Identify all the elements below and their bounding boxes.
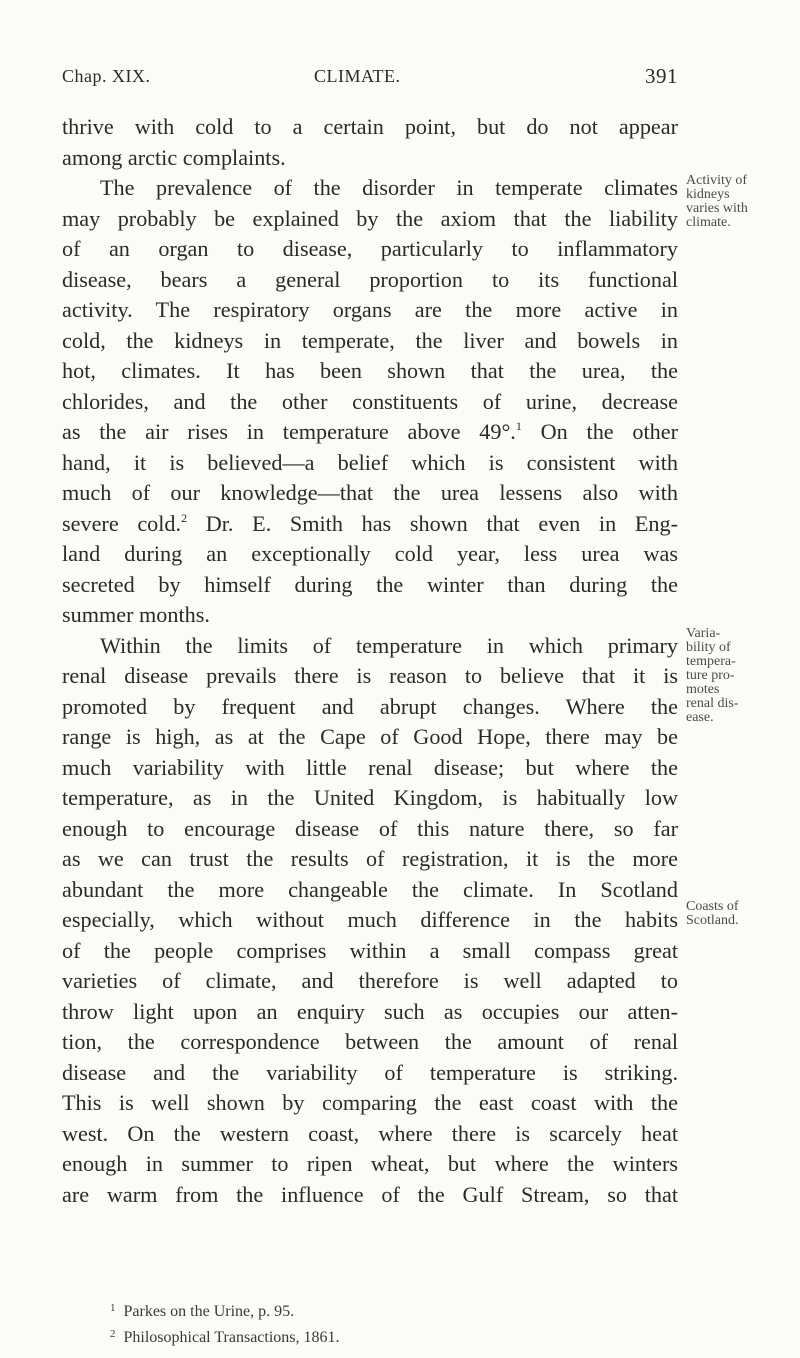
text-line: renal disease prevails there is reason to believe that it is bbox=[62, 663, 678, 688]
running-title: CLIMATE. bbox=[314, 66, 401, 86]
text-line: especially, which without much difference in the habits bbox=[62, 907, 678, 932]
text-line: land during an exceptionally cold year, less urea was bbox=[62, 541, 678, 566]
text-line: disease, bears a general proportion to its functional bbox=[62, 266, 678, 292]
text-line: temperature, as in the United Kingdom, is habitually low bbox=[62, 785, 678, 810]
text-line: of an organ to disease, particularly to inflammatory bbox=[62, 236, 678, 261]
text-line: hot, climates. It has been shown that the urea, the bbox=[62, 358, 678, 383]
text-line: chlorides, and the other constituents of urine, decrease bbox=[62, 388, 678, 414]
page-number: 391 bbox=[645, 64, 678, 88]
text-line: cold, the kidneys in temperate, the liver and bowels in bbox=[62, 327, 678, 353]
text-segment: as the air rises in temperature above 49°. bbox=[62, 419, 516, 444]
text-line bbox=[62, 509, 678, 540]
margin-note-line: varies with bbox=[686, 201, 748, 216]
running-header bbox=[62, 66, 678, 96]
margin-note-line: climate. bbox=[686, 215, 731, 230]
margin-note-line: Coasts of bbox=[686, 899, 739, 914]
text-line: The prevalence of the disorder in temperate climates bbox=[100, 175, 678, 200]
margin-note-line: ture pro- bbox=[686, 668, 735, 683]
text-line: are warm from the influence of the Gulf Stream, so that bbox=[62, 1181, 678, 1207]
margin-note-kidneys bbox=[686, 174, 798, 230]
footnote-mark: 1 bbox=[110, 1302, 116, 1314]
text-line: enough in summer to ripen wheat, but where the winters bbox=[62, 1151, 678, 1176]
text-line: tion, the correspondence between the amount of renal bbox=[62, 1029, 678, 1054]
margin-note-line: kidneys bbox=[686, 187, 730, 202]
text-line: secreted by himself during the winter than during the bbox=[62, 571, 678, 597]
footnote-ref: 1 bbox=[515, 419, 522, 433]
text-line: This is well shown by comparing the east coast with the bbox=[62, 1090, 678, 1115]
text-segment: Dr. E. Smith has shown that even in Eng- bbox=[187, 510, 678, 536]
text-line: among arctic complaints. bbox=[62, 144, 286, 170]
margin-note-line: bility of bbox=[686, 640, 731, 655]
text-line: as we can trust the results of registration, it is the more bbox=[62, 846, 678, 871]
margin-note-line: Scotland. bbox=[686, 913, 739, 928]
text-line: promoted by frequent and abrupt changes. Where the bbox=[62, 693, 678, 719]
footnote-text: Parkes on the Urine, p. 95. bbox=[123, 1303, 295, 1320]
text-line: abundant the more changeable the climate. In Scotland bbox=[62, 876, 678, 902]
margin-note-line: tempera- bbox=[686, 654, 736, 669]
text-line: much variability with little renal disease; but where the bbox=[62, 754, 678, 780]
text-line: activity. The respiratory organs are the more active in bbox=[62, 297, 678, 322]
footnote-mark: 2 bbox=[110, 1328, 116, 1340]
margin-note-line: Activity of bbox=[686, 173, 748, 188]
margin-note-variability bbox=[686, 627, 798, 725]
text-line: disease and the variability of temperature is striking. bbox=[62, 1059, 678, 1085]
body-text bbox=[62, 112, 678, 1210]
text-line: throw light upon an enquiry such as occupies our atten- bbox=[62, 998, 678, 1024]
text-line: west. On the western coast, where there is scarcely heat bbox=[62, 1120, 678, 1146]
footnote bbox=[110, 1297, 670, 1323]
text-line: hand, it is believed—a belief which is consistent with bbox=[62, 449, 678, 475]
margin-note-line: renal dis- bbox=[686, 696, 739, 711]
text-line: may probably be explained by the axiom that the liability bbox=[62, 205, 678, 231]
text-line: thrive with cold to a certain point, but do not appear bbox=[62, 114, 678, 139]
footnote-text: Philosophical Transactions, 1861. bbox=[123, 1329, 340, 1346]
chapter-label: Chap. XIX. bbox=[62, 66, 151, 86]
text-segment: severe cold. bbox=[62, 510, 182, 536]
text-line: Within the limits of temperature in which primary bbox=[100, 632, 678, 658]
margin-note-scotland bbox=[686, 900, 798, 928]
text-line bbox=[62, 417, 678, 448]
text-line: much of our knowledge—that the urea lessens also with bbox=[62, 480, 678, 505]
margin-note-line: ease. bbox=[686, 710, 714, 725]
text-segment: On the other bbox=[521, 419, 678, 444]
footnotes bbox=[110, 1297, 670, 1349]
text-line: range is high, as at the Cape of Good Hope, there may be bbox=[62, 724, 678, 749]
text-line: varieties of climate, and therefore is well adapted to bbox=[62, 968, 678, 993]
footnote-ref: 2 bbox=[181, 510, 188, 525]
text-line: of the people comprises within a small compass great bbox=[62, 937, 678, 963]
text-line: enough to encourage disease of this nature there, so far bbox=[62, 815, 678, 841]
footnote bbox=[110, 1323, 670, 1349]
text-line: summer months. bbox=[62, 602, 210, 627]
margin-note-line: Varia- bbox=[686, 626, 721, 641]
margin-note-line: motes bbox=[686, 682, 720, 697]
